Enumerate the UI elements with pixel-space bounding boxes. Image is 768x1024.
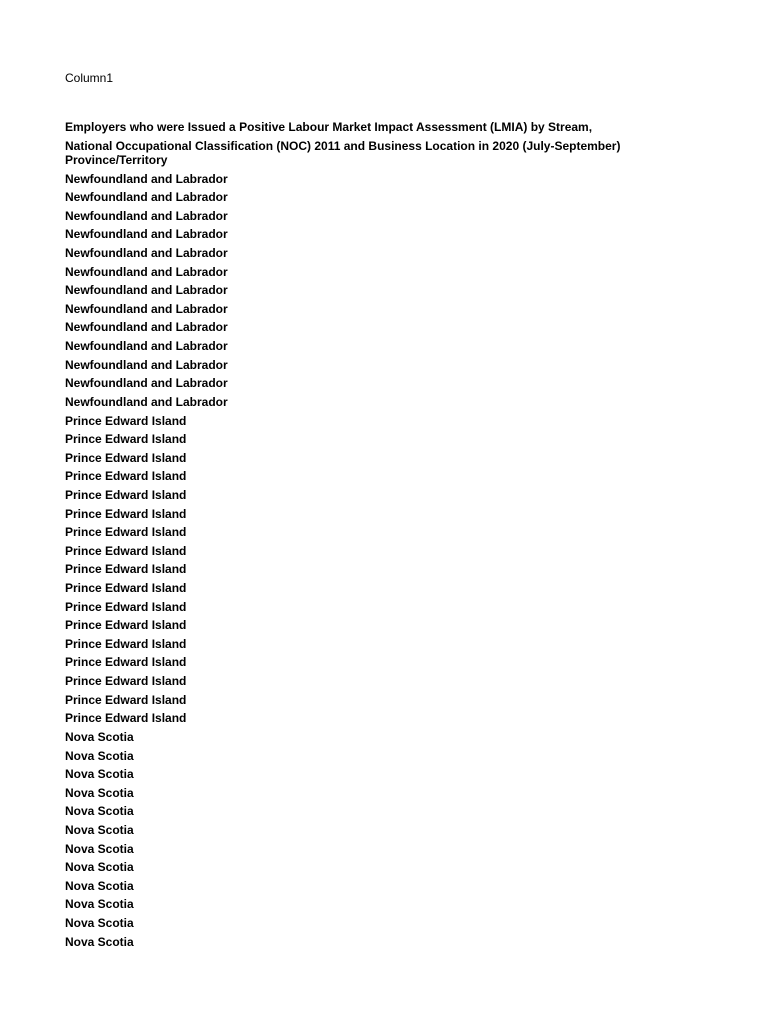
list-item: Newfoundland and Labrador: [65, 208, 228, 223]
province-list: [65, 151, 228, 951]
list-item: Nova Scotia: [65, 897, 134, 912]
title-line-1: Employers who were Issued a Positive Labour Market Impact Assessment (LMIA) by Stream,: [65, 120, 593, 134]
list-item: Newfoundland and Labrador: [65, 246, 228, 261]
list-item: Prince Edward Island: [65, 525, 187, 540]
list-item: Newfoundland and Labrador: [65, 301, 228, 316]
list-item: Prince Edward Island: [65, 413, 187, 428]
list-item: Newfoundland and Labrador: [65, 283, 228, 298]
list-item: Newfoundland and Labrador: [65, 357, 228, 372]
list-item: Prince Edward Island: [65, 692, 187, 707]
list-item: Newfoundland and Labrador: [65, 339, 228, 354]
list-item: Prince Edward Island: [65, 581, 187, 596]
list-item: Nova Scotia: [65, 915, 134, 930]
document-title: [65, 118, 620, 155]
title-line-2: National Occupational Classification (NOC) 2011 and Business Location in 2020 (July-September): [65, 138, 621, 153]
list-item: Newfoundland and Labrador: [65, 190, 228, 205]
list-item: Newfoundland and Labrador: [65, 227, 228, 242]
list-item: Prince Edward Island: [65, 562, 187, 577]
list-item: Nova Scotia: [65, 748, 134, 763]
list-item: Prince Edward Island: [65, 432, 187, 447]
list-item: Prince Edward Island: [65, 543, 187, 558]
list-item: Prince Edward Island: [65, 618, 187, 633]
list-item: Newfoundland and Labrador: [65, 376, 228, 391]
list-item: Prince Edward Island: [65, 674, 187, 689]
column-header: Column1: [65, 71, 114, 85]
list-item: Nova Scotia: [65, 804, 134, 819]
list-item: Newfoundland and Labrador: [65, 264, 228, 279]
list-item: Newfoundland and Labrador: [65, 171, 228, 186]
list-item: Newfoundland and Labrador: [65, 320, 228, 335]
list-item: Prince Edward Island: [65, 655, 187, 670]
list-item: Prince Edward Island: [65, 450, 187, 465]
list-item: Nova Scotia: [65, 860, 134, 875]
list-item: Nova Scotia: [65, 767, 134, 782]
list-item: Nova Scotia: [65, 934, 134, 949]
list-item: Prince Edward Island: [65, 487, 187, 502]
list-item: Prince Edward Island: [65, 599, 187, 614]
list-item: Prince Edward Island: [65, 636, 187, 651]
list-item: Newfoundland and Labrador: [65, 394, 228, 409]
list-item: Prince Edward Island: [65, 506, 187, 521]
list-item: Nova Scotia: [65, 822, 134, 837]
list-item: Prince Edward Island: [65, 711, 187, 726]
list-item: Nova Scotia: [65, 729, 134, 744]
list-item: Prince Edward Island: [65, 469, 187, 484]
list-item: Nova Scotia: [65, 878, 134, 893]
row-header-province-territory: Province/Territory: [65, 153, 168, 167]
list-item: Nova Scotia: [65, 785, 134, 800]
list-item: Nova Scotia: [65, 841, 134, 856]
